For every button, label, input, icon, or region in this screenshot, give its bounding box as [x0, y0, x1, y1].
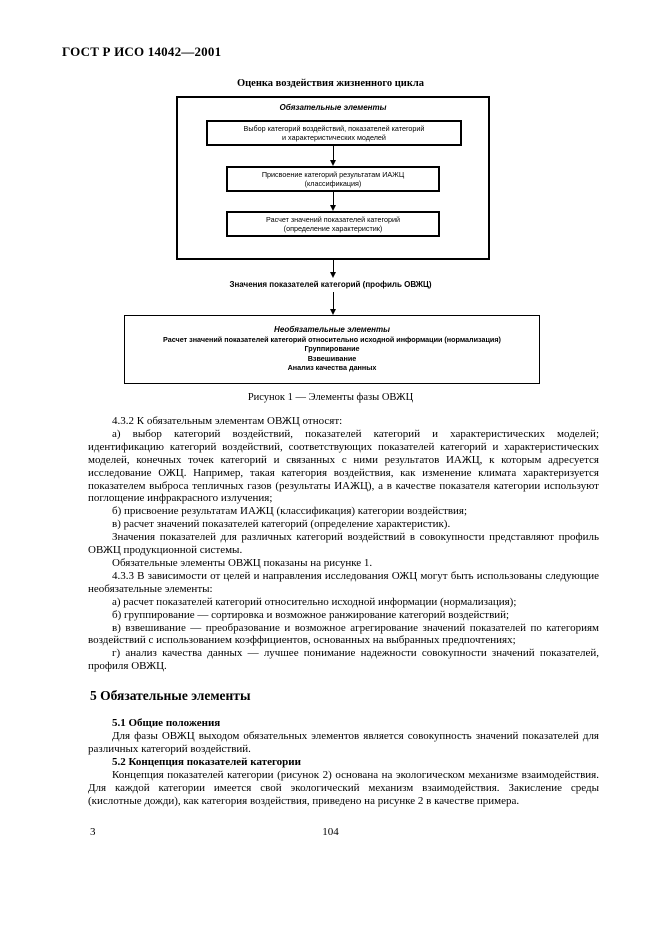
flow-box-classification-line1: Присвоение категорий результатам ИАЖЦ — [261, 170, 405, 179]
paragraph: а) выбор категорий воздействий, показателей категорий и характеристических моделей; идентификацию категорий воздействий, соответствующих показателей категорий и характеристических моделей, конечных точек категорий и связанных с ними результатов ИАЖЦ, к которым адресуется исследование ОЖЦ. Например, такая категория воздействия, как изменение климата характеризуется показателем выброса тепличных газов (результаты ИАЖЦ), а в качестве показателя категории используют поглощение инфракрасного излучения; — [88, 427, 599, 505]
section-heading: 5 Обязательные элементы — [90, 688, 251, 703]
paragraph: Значения показателей для различных категорий воздействий в совокупности представляют профиль ОВЖЦ продукционной системы. — [88, 531, 599, 557]
paragraph: б) присвоение результатам ИАЖЦ (классификация) категории воздействия; — [112, 505, 468, 518]
paragraph: 4.3.3 В зависимости от целей и направления исследования ОЖЦ могут быть использованы следующие необязательные элементы: — [88, 569, 599, 595]
paragraph: б) группирование — сортировка и возможное ранжирование категорий воздействий; — [112, 608, 510, 621]
optional-item-grouping: Группирование — [304, 344, 360, 353]
body-text-block — [88, 415, 599, 673]
optional-item-normalization: Расчет значений показателей категорий относительно исходной информации (нормализация) — [163, 334, 501, 344]
flow-box-selection-line2: и характеристических моделей — [282, 133, 386, 142]
body-text-block — [88, 769, 599, 808]
figure-title: Оценка воздействия жизненного цикла — [236, 78, 425, 89]
flow-box-characterization-line2: (определение характеристик) — [283, 224, 383, 233]
flow-box-classification-line2: (классификация) — [304, 179, 362, 188]
paragraph: Обязательные элементы ОВЖЦ показаны на рисунке 1. — [112, 556, 373, 569]
optional-elements-title: Необязательные элементы — [274, 325, 390, 334]
mandatory-elements-title: Обязательные элементы — [279, 103, 387, 112]
body-text-block — [88, 730, 599, 756]
paragraph: Концепция показателей категории (рисунок 2) основана на экологическом механизме взаимодействия. Для каждой категории имеется свой экологический механизм взаимодействия. Закисление среды (кислотные дожди), как категория воздействия, приведено на рисунке 2 в качестве примера. — [88, 769, 599, 807]
page-number-left: 3 — [90, 826, 96, 838]
flow-arrow-head — [330, 272, 336, 278]
flow-arrow-line — [333, 292, 334, 309]
paragraph: в) взвешивание — преобразование и возможное агрегирование значений показателей по категориям воздействий с использованием коэффициентов, основанных на выбранных предпочтениях; — [88, 621, 599, 647]
category-values-label: Значения показателей категорий (профиль ОВЖЦ) — [229, 280, 432, 289]
flow-box-characterization — [226, 211, 440, 237]
paragraph: 4.3.2 К обязательным элементам ОВЖЦ относят: — [112, 415, 343, 427]
flow-box-selection — [206, 120, 462, 146]
paragraph: а) расчет показателей категорий относительно исходной информации (нормализация); — [112, 595, 517, 608]
paragraph: Для фазы ОВЖЦ выходом обязательных элементов является совокупность значений показателей для различных категорий воздействий. — [88, 730, 599, 755]
paragraph: г) анализ качества данных — лучшее понимание надежности совокупности значений показателей, профиля ОВЖЦ. — [88, 647, 599, 673]
optional-elements-box — [124, 315, 540, 384]
flow-arrow-line — [333, 146, 334, 160]
optional-item-weighting: Взвешивание — [307, 353, 357, 363]
page-number-center: 104 — [322, 826, 339, 838]
flow-box-selection-line1: Выбор категорий воздействий, показателей категорий — [243, 124, 425, 133]
flow-box-classification — [226, 166, 440, 192]
flow-arrow-line — [333, 192, 334, 205]
figure-caption: Рисунок 1 — Элементы фазы ОВЖЦ — [247, 392, 414, 403]
flow-box-characterization-line1: Расчет значений показателей категорий — [266, 215, 400, 224]
paragraph: в) расчет значений показателей категорий (определение характеристик). — [112, 518, 451, 531]
document-header: ГОСТ Р ИСО 14042—2001 — [62, 44, 222, 59]
subsection-heading: 5.1 Общие положения — [112, 717, 221, 729]
optional-item-data-quality: Анализ качества данных — [287, 363, 377, 372]
subsection-heading: 5.2 Концепция показателей категории — [112, 756, 301, 768]
